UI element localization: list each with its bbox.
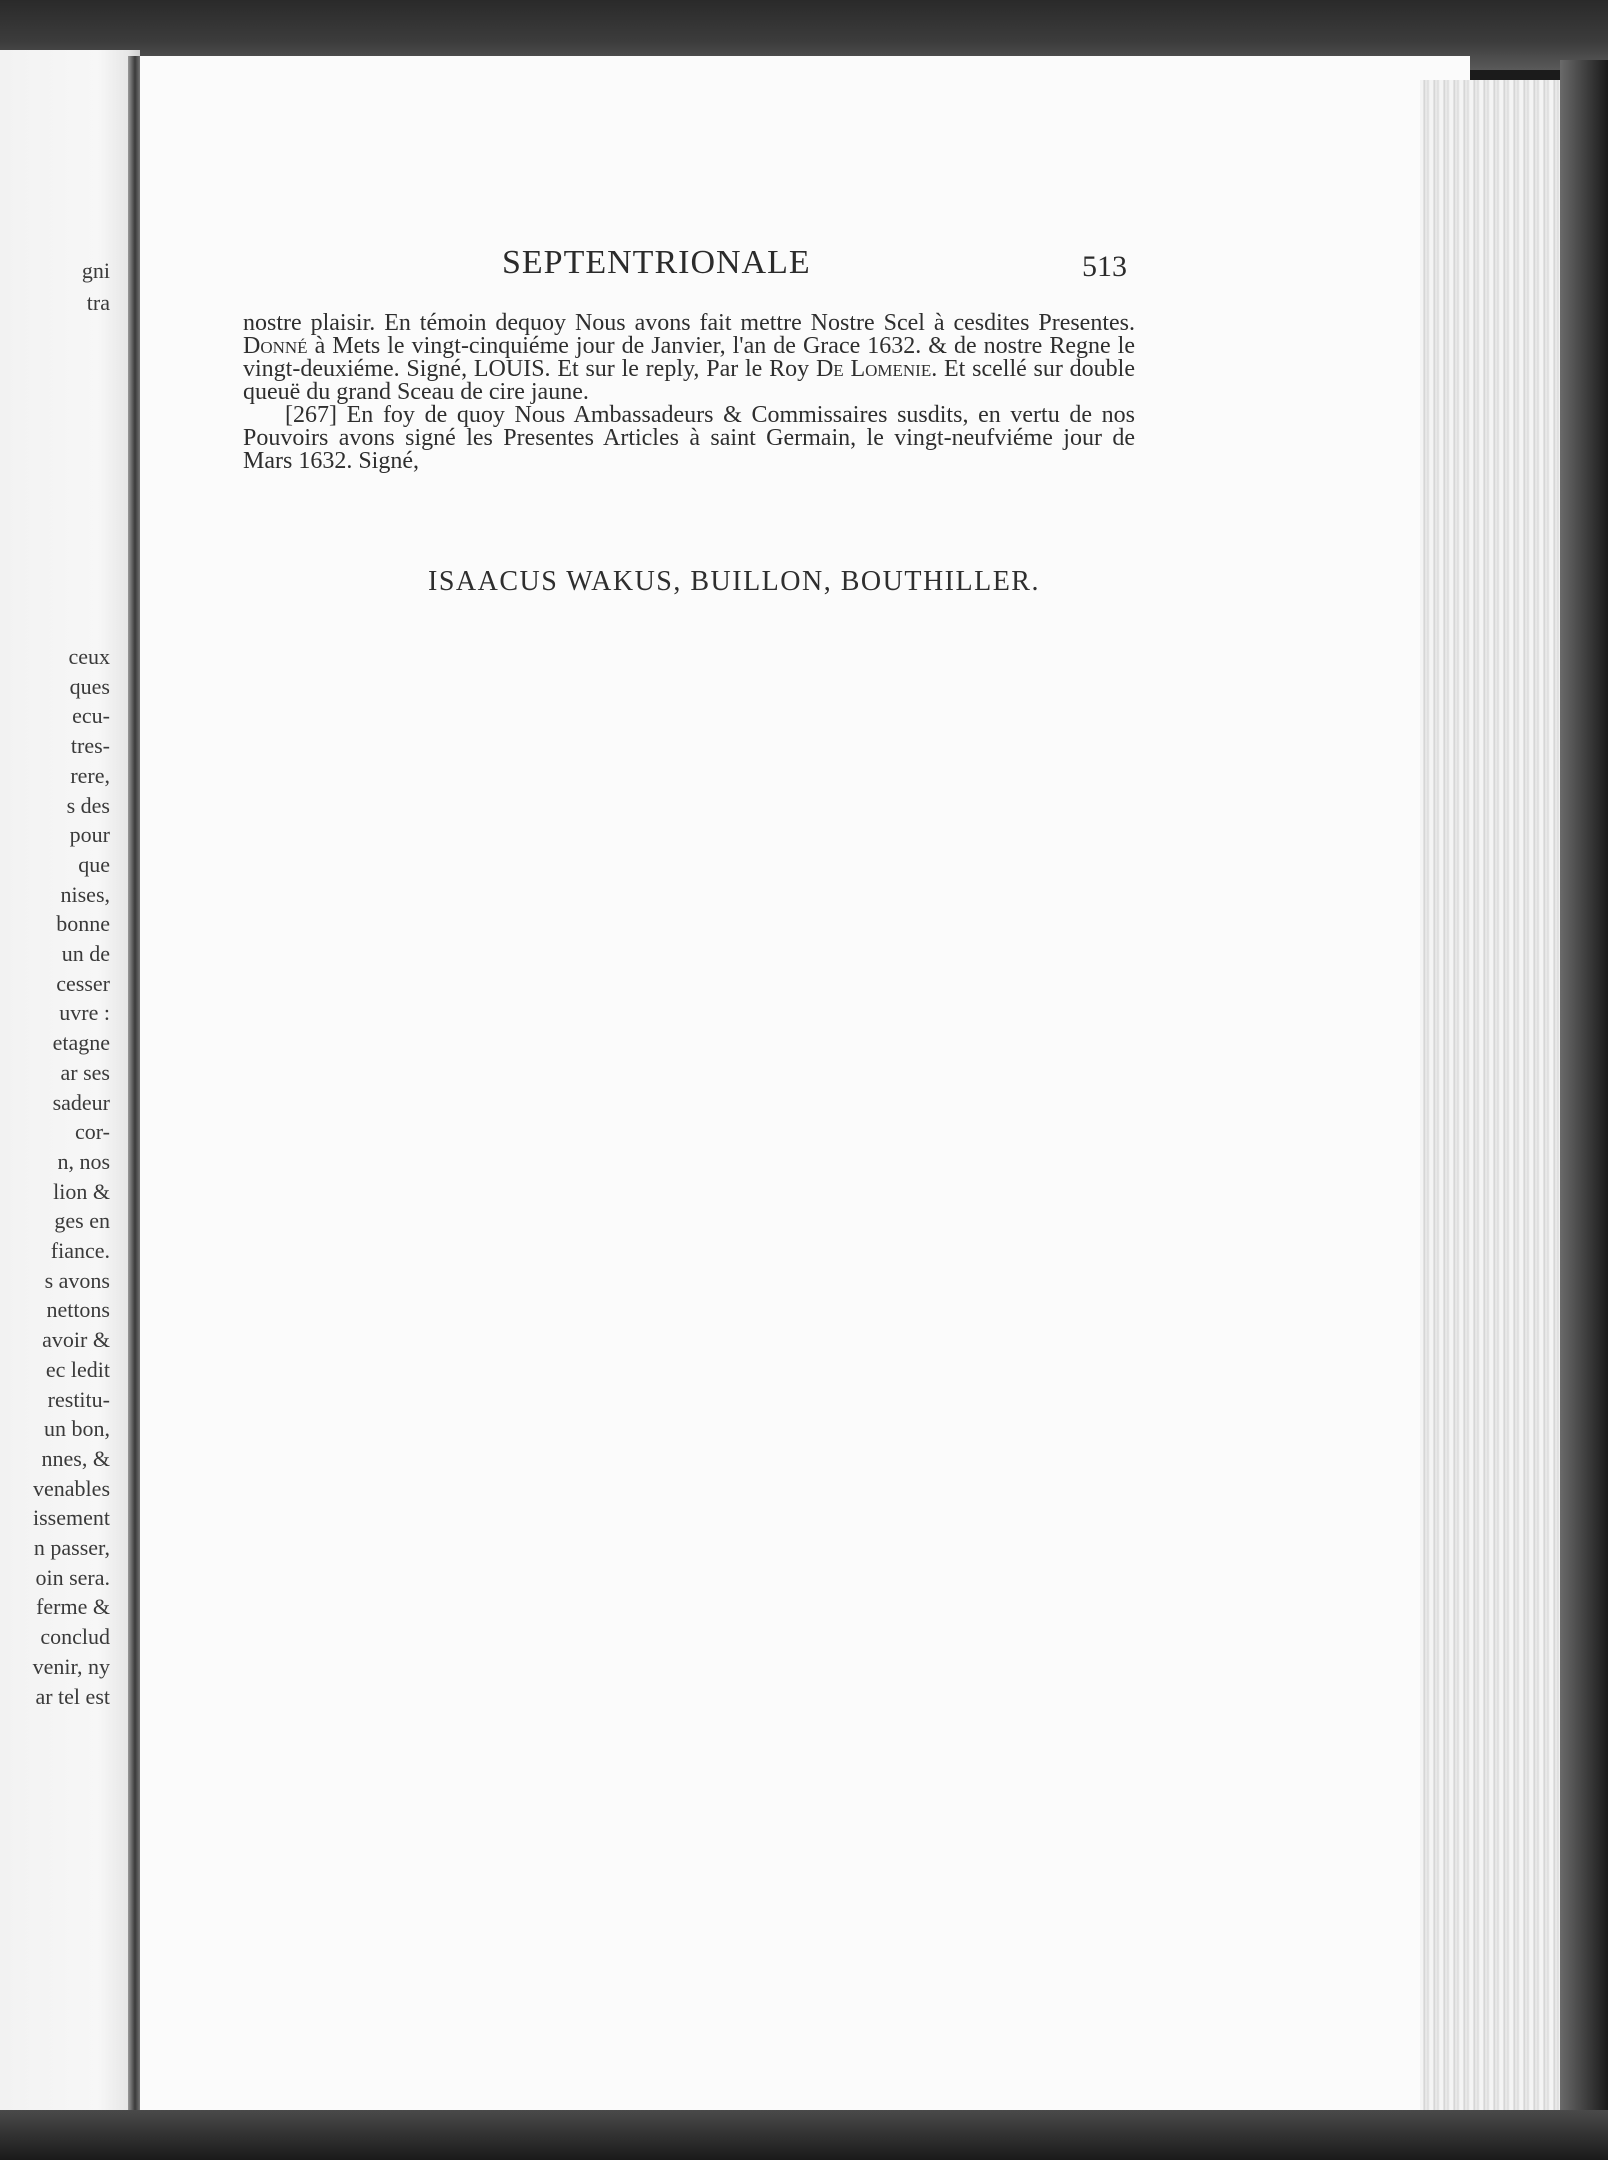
facing-page-line: issement: [33, 1505, 110, 1531]
facing-page-line: s des: [66, 792, 110, 818]
facing-page-line: venir, ny: [32, 1653, 110, 1679]
facing-page-line: nettons: [46, 1297, 110, 1323]
facing-page-line: que: [78, 851, 110, 877]
facing-page-line: s avons: [44, 1267, 110, 1293]
facing-page-line: tra: [86, 290, 110, 315]
facing-page-line: rere,: [70, 762, 110, 788]
signatories-line: ISAACUS WAKUS, BUILLON, BOUTHILLER.: [428, 566, 1040, 597]
facing-page-line: ec ledit: [45, 1356, 110, 1382]
facing-page-line: conclud: [40, 1624, 110, 1650]
paragraph-1-lomenie: De Lomenie: [815, 356, 932, 382]
facing-page-line: ar tel est: [35, 1683, 110, 1709]
facing-page-line: ecu-: [72, 703, 110, 729]
scan-bottom-edge: [0, 2110, 1608, 2160]
facing-page-line: etagne: [52, 1030, 110, 1056]
facing-page-line: n passer,: [33, 1535, 110, 1560]
facing-page-line: ques: [69, 673, 110, 699]
facing-page-line: ferme &: [36, 1594, 110, 1620]
facing-page-line: pour: [69, 822, 110, 848]
facing-page-line: avoir &: [42, 1327, 110, 1353]
paragraph-1: [243, 312, 1135, 404]
facing-page-line: nises,: [60, 881, 110, 907]
fore-edge-shadow: [1560, 60, 1608, 2160]
facing-page-line: uvre :: [59, 1000, 110, 1026]
facing-page-line: nnes, &: [41, 1445, 110, 1471]
facing-page-line: cor-: [75, 1119, 110, 1145]
facing-page-line: cesser: [56, 970, 110, 996]
facing-page-line: ges en: [54, 1208, 110, 1234]
running-head: SEPTENTRIONALE: [502, 244, 811, 281]
page-number: 513: [1082, 250, 1127, 283]
paragraph-2: [267] En foy de quoy Nous Ambassadeurs & Commissaires susdits, en vertu de nos Pouvoirs avons signé les Presentes Articles à saint Germain, le vingt-neufviéme jour de Mars 1632. Signé,: [243, 402, 1135, 474]
paragraph-1-donne: Donné: [243, 333, 308, 359]
facing-page-line: ar ses: [60, 1059, 110, 1085]
paragraph-1-text-b: à Mets le vingt-cinquiéme jour de Janvier, l'an de Grace 1632. & de nostre Regne le vingt-deuxiéme. Signé, LOUIS. Et sur le reply, Par le Roy: [243, 333, 1135, 382]
facing-page-line: un de: [61, 941, 110, 966]
facing-page-line: gni: [81, 258, 110, 283]
facing-page-line: n, nos: [57, 1148, 110, 1174]
facing-page-line: un bon,: [44, 1416, 110, 1442]
facing-page-line: oin sera.: [35, 1564, 110, 1590]
paragraph-1-text-a: nostre plaisir. En témoin dequoy Nous avons fait mettre Nostre Scel à cesdites Presentes.: [243, 310, 1135, 336]
facing-page-line: venables: [33, 1475, 110, 1501]
facing-page-line: tres-: [70, 733, 110, 759]
facing-page-line: fiance.: [50, 1238, 110, 1263]
page-fore-edge: [1420, 80, 1570, 2120]
facing-page-line: sadeur: [52, 1089, 110, 1115]
paragraph-1-text-c: . Et scellé sur double queuë du grand Sceau de cire jaune.: [243, 356, 1135, 405]
facing-page-line: restitu-: [47, 1386, 110, 1412]
facing-page-line: bonne: [56, 911, 110, 937]
facing-page-line: ceux: [68, 644, 110, 669]
facing-page-line: lion &: [53, 1178, 110, 1204]
facing-page-left: [0, 50, 140, 2110]
body-text: [243, 312, 1135, 473]
